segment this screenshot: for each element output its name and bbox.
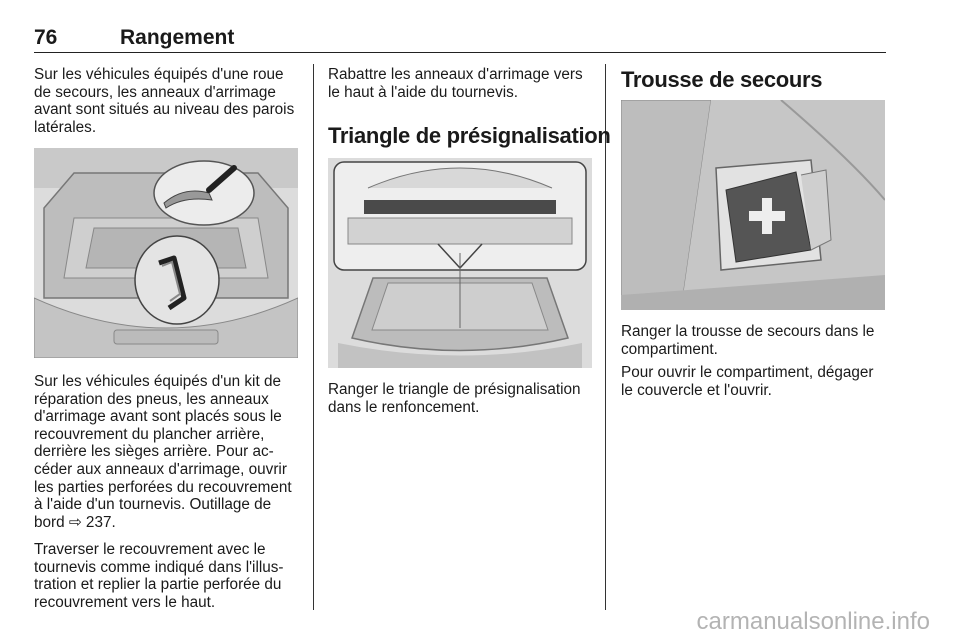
- page-header: [34, 26, 886, 53]
- col1-paragraph-2: Sur les véhicules équipés d'un kit de réparation des pneus, les anneaux d'arrimage avant sont placés sous le recouvrement du plancher arrière, derrière les sièges arrière. Pour accéder aux anneaux d'arrimage, ouvrir les parties perforées du recouvrement à l'aide d'un tournevis. Outillage de bord ⇨ 237.: [34, 373, 292, 531]
- heading-warning-triangle: Triangle de présignalisation: [328, 123, 611, 148]
- heading-first-aid-kit: Trousse de secours: [621, 67, 823, 92]
- col3-paragraph-2: Pour ouvrir le compartiment, dégager le couvercle et l'ouvrir.: [621, 364, 874, 399]
- figure-warning-triangle: [328, 158, 592, 368]
- col1-paragraph-1: Sur les véhicules équipés d'une roue de secours, les anneaux d'arrimage avant sont situés au niveau des parois latérales.: [34, 66, 295, 136]
- col1-paragraph-3: Traverser le recouvrement avec le tournevis comme indiqué dans l'illustration et replier la partie perforée du recouvrement vers le haut.: [34, 541, 284, 611]
- figure-first-aid-kit: [621, 100, 885, 310]
- col3-paragraph-1: Ranger la trousse de secours dans le compartiment.: [621, 323, 875, 358]
- col2-paragraph-1: Rabattre les anneaux d'arrimage vers le haut à l'aide du tournevis.: [328, 66, 583, 101]
- page-number: 76: [34, 26, 58, 49]
- figure-trunk-lashing-eyes: [34, 148, 298, 358]
- column-divider-1: [313, 64, 314, 610]
- running-title: Rangement: [120, 26, 235, 49]
- watermark: carmanualsonline.info: [696, 608, 930, 635]
- col2-paragraph-2: Ranger le triangle de présignalisation dans le renfoncement.: [328, 381, 581, 416]
